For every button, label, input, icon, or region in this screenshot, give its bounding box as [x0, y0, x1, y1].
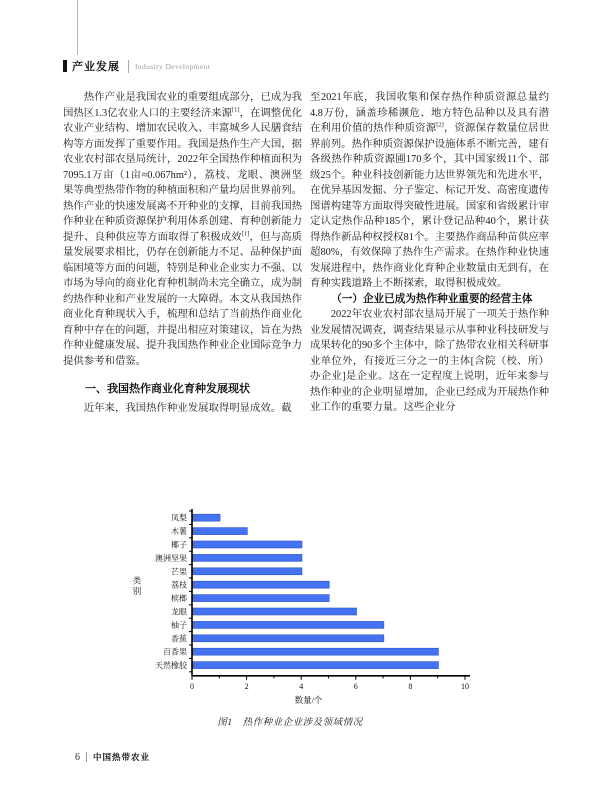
- footer-divider: [86, 752, 87, 762]
- citation-ref: [1]: [241, 230, 250, 238]
- category-label: 香蕉: [171, 634, 187, 644]
- page-number: 6: [75, 751, 80, 763]
- category-label: 百香果: [163, 647, 187, 657]
- subsection-heading-1: （一）企业已成为热作种业重要的经营主体: [331, 292, 533, 305]
- x-tick-label: 6: [353, 681, 358, 691]
- x-tick-label: 0: [190, 681, 194, 691]
- bar-2: [193, 528, 248, 535]
- figure-caption: [95, 714, 485, 728]
- left-paragraph-2: 近年来，我国热作种业发展取得明显成效。截: [83, 402, 292, 414]
- category-label: 澳洲坚果: [155, 553, 187, 563]
- paragraph-text: 至2021年底，我国收集和保存热作种质资源总量约4.8万份，涵盖珍稀濒危、地方特色品种以及具有潜在利用价值的热作种质资源: [310, 92, 549, 134]
- bar-9: [193, 621, 384, 628]
- x-tick-label: 8: [408, 681, 413, 691]
- figure-label: 图1: [217, 718, 233, 728]
- journal-name: 中国热带农业: [93, 752, 151, 762]
- bar-10: [193, 635, 384, 642]
- category-label: 荔枝: [171, 580, 187, 590]
- header-divider: [128, 60, 129, 73]
- left-column: [63, 90, 302, 416]
- paragraph-text: ，资源保存数量位居世界前列。热作种质资源保护设施体系不断完善，建有各级热作种质资源圃170多个，其中国家级11个、部级25个。种业科技创新能力达世界领先和先进水平，在优异基因发掘、分子鉴定、标记开发、高密度遗传图谱构建等方面取得突破性进展。国家和省级累计审定认定热作品种185个，累计登记品种40个，累计获得热作新品种权授权81个。主要热作商品种苗供应率超80%，有效保障了热作生产需求。在热作种业快速发展进程中，热作商业化育种企业数量由无到有，在育种实践道路上不断探索，取得积极成效。: [310, 123, 550, 289]
- figure-caption-text: 热作种业企业涉及领域情况: [242, 718, 363, 728]
- x-tick-label: 4: [299, 681, 304, 691]
- citation-ref: [2]: [436, 121, 444, 129]
- chart-x-axis-label: 数量/个: [294, 694, 323, 705]
- section-heading-1: 一、我国热作商业化育种发展现状: [85, 383, 250, 395]
- paragraph-text: ，在调整优化农业产业结构、增加农民收入、丰富城乡人民膳食结构等方面发挥了重要作用。我国是热作生产大国，据农业农村部农垦局统计，2022年全国热作种植面积为7095.1万亩（1亩≈0.067hm²），荔枝、龙眼、澳洲坚果等典型热带作物的种植面积和产量均居世界前列。热作产业的快速发展离不开种业的支撑，目前我国热作种业在种质资源保护利用体系创建、育种创新能力提升、良种供应等方面取得了积极成效: [63, 107, 302, 243]
- section-header: [63, 58, 210, 74]
- right-paragraph-1: [310, 90, 549, 292]
- category-label: 凤梨: [171, 513, 187, 523]
- bar-8: [193, 608, 357, 615]
- category-label: 芒果: [171, 567, 187, 577]
- category-label: 柚子: [171, 620, 187, 630]
- category-label: 椰子: [171, 540, 187, 550]
- citation-ref: [1]: [232, 106, 240, 114]
- section-header-bar-icon: [63, 60, 67, 72]
- category-label: 槟榔: [171, 594, 187, 604]
- bar-12: [193, 662, 439, 669]
- x-tick-label: 10: [461, 681, 469, 691]
- category-label: 龙眼: [171, 607, 187, 617]
- bar-11: [193, 648, 439, 655]
- chart-y-axis-label: 类别: [132, 576, 142, 597]
- paragraph-text: 热作产业是我国农业的重要组成部分，已成为我国热区1.3亿农业人口的主要经济来源: [63, 92, 302, 119]
- bar-6: [193, 581, 330, 588]
- left-paragraph-1: [63, 90, 302, 369]
- x-tick-label: 2: [244, 681, 249, 691]
- category-label: 木薯: [171, 527, 187, 537]
- section-title-zh: 产业发展: [72, 61, 120, 73]
- page-footer: [75, 751, 150, 763]
- right-paragraph-2: 2022年农业农村部农垦局开展了一项关于热作种业发展情况调查，调查结果显示从事种业科技研发与成果转化的90多个主体中，除了热带农业相关科研事业单位外，有接近三分之一的主体[含院（校、所）办企业]是企业。这在一定程度上说明，近年来参与热作种业的企业明显增加，企业已经成为开展热作种业工作的重要力量。这些企业分: [310, 309, 549, 413]
- bar-7: [193, 595, 330, 602]
- section-title-en: Industry Development: [135, 61, 211, 71]
- bar-4: [193, 554, 302, 561]
- top-margin-rule: [77, 0, 78, 55]
- bar-3: [193, 541, 302, 548]
- bar-5: [193, 568, 302, 575]
- bar-chart-canvas: [95, 500, 515, 740]
- bar-1: [193, 514, 220, 521]
- category-label: 天然橡胶: [155, 661, 187, 671]
- right-column: [310, 90, 549, 416]
- paragraph-text: ，但与高质量发展要求相比，仍存在创新能力不足、品种保护面临困境等方面的问题，特别是种业企业实力不强、以市场为导向的商业化育种机制尚未完全确立，成为制约热作种业和产业发展的一大障碍。本文从我国热作商业化育种现状入手，梳理和总结了当前热作商业化育种中存在的问题，并提出相应对策建议，旨在为热作种业健康发展、提升我国热作种业企业国际竞争力提供参考和借鉴。: [63, 231, 302, 367]
- figure-1-bar-chart: [95, 500, 515, 740]
